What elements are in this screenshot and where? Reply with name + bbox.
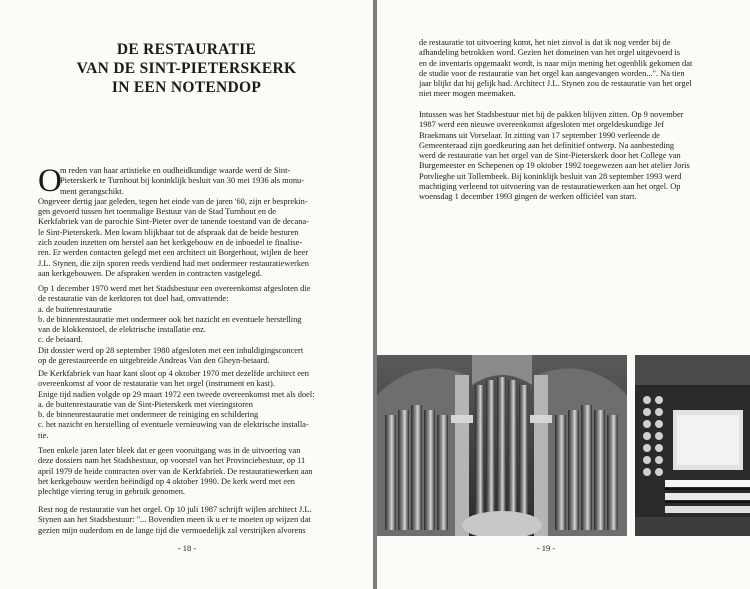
text-line: a. de buitenrestauratie — [38, 304, 112, 314]
text-line: tie. — [38, 430, 49, 440]
text-line: J.L. Stynen, die zijn sporen reeds verdiend had met ondermeer restauratiewerken — [38, 258, 309, 268]
text-line: Enige tijd nadien volgde op 29 maart 1972 een tweede overeenkomst met als doel: — [38, 389, 315, 399]
text-line: Kerkfabriek van de parochie Sint-Pieter over de tanende toestand van de decana- — [38, 217, 309, 227]
paragraph-city-council — [419, 110, 719, 203]
text-line: werd de restauratie van het orgel van de Sint-Pieterskerk door het College van — [419, 151, 681, 161]
text-line: Dit dossier werd op 28 september 1980 afgesloten met een inhuldigingsconcert — [38, 345, 304, 355]
text-line: afhandeling betrokken word. Gezien het domeinen van het orgel uitgevoerd is — [419, 48, 681, 58]
text-line: van de klokkenstoel, de elektrische installatie enz. — [38, 325, 206, 335]
text-line: gezien mijn ouderdom en de lange tijd die vermoedelijk zal verstrijken alvorens — [38, 525, 306, 535]
title-line: DE RESTAURATIE — [116, 41, 257, 58]
paragraph-intro — [38, 163, 338, 279]
text-line: Toen enkele jaren later bleek dat er geen vooruitgang was in de uitvoering van — [38, 446, 301, 455]
text-line: le Sint-Pieterskerk. Men kwam blijkbaar tot de afspraak dat de beide besturen — [38, 227, 299, 237]
organ-case-photo — [377, 355, 627, 536]
title-line: VAN DE SINT-PIETERSKERK — [76, 60, 297, 77]
text-line: machtiging verleend tot uitvoering van de restauratiewerken aan het orgel. Op — [419, 182, 681, 192]
text-line: de restauratie van de kerktoren tot doel had, omvattende: — [38, 294, 229, 304]
text-line: ren. Er werden contacten gelegd met een architect uit Borgerhout, wijlen de heer — [38, 248, 309, 258]
text-line: Ongeveer dertig jaar geleden, tegen het einde van de jaren '60, zijn er besprekin- — [38, 196, 308, 206]
text-line: de studie voor de restauratie van het orgel kan aangevangen worden...". Na tien — [419, 68, 685, 78]
text-line: Braekmans uit Vorselaar. In zitting van 17 september 1990 verleende de — [419, 130, 660, 140]
title-line: IN EEN NOTENDOP — [111, 79, 262, 96]
paragraph-church-fabric — [38, 369, 338, 441]
text-line: woensdag 1 december 1993 gingen de werken officiëel van start. — [419, 192, 637, 202]
text-line: Op 1 december 1970 werd met het Stadsbestuur een overeenkomst afgesloten die — [38, 284, 311, 293]
text-line: Rest nog de restauratie van het orgel. Op 10 juli 1987 schrijft wijlen architect J.L. — [38, 505, 312, 514]
text-line: april 1979 de beide contracten over van de Kerkfabriek. De restauratiewerken aan — [38, 466, 313, 476]
paragraph-organ — [38, 505, 338, 536]
text-line: b. de binnenrestauratie met ondermeer de reiniging en schildering — [38, 410, 259, 420]
text-line: 1987 werd een nieuwe overeenkomst afgesloten met orgeldeskundige Jef — [419, 120, 664, 130]
organ-console-photo — [635, 355, 750, 536]
text-line: Burgemeester en Schepenen op 19 oktober 1992 toegewezen aan het atelier Joris — [419, 161, 690, 171]
paragraph-takeover — [38, 446, 338, 497]
text-line: De Kerkfabriek van haar kant sloot op 4 oktober 1970 met dezelfde architect een — [38, 369, 309, 378]
text-line: het kerkgebouw werden beëindigd op 4 oktober 1990. De kerk werd met een — [38, 476, 295, 486]
text-line: overeenkomst af voor de restauratie van het orgel (instrument en kast). — [38, 379, 275, 389]
page-number: - 19 - — [536, 543, 556, 553]
text-line: niet meer mogen meemaken. — [419, 89, 516, 99]
page-number: - 18 - — [177, 543, 197, 553]
text-line: Potvlieghe uit Tollembeek. Bij koninklijk besluit van 28 september 1993 werd — [419, 171, 682, 181]
text-line: a. de buitenrestauratie van de Sint-Pieterskerk met vieringstoren — [38, 399, 253, 409]
text-line: Intussen was het Stadsbestuur niet bij de pakken blijven zitten. Op 9 november — [419, 110, 684, 119]
text-line: op de gerestaureerde en uitgebreide Andreas Van den Gheyn-beiaard. — [38, 356, 270, 366]
text-line: en de inventaris opgemaakt wordt, is naar mijn mening het ogenblik gekomen dat — [419, 58, 693, 68]
text-line: Pieterskerk te Turnhout bij koninklijk besluit van 30 mei 1936 als monu- — [60, 176, 305, 186]
text-line: aan kerkgebouwen. De afspraken werden in contracten vastgelegd. — [38, 268, 262, 278]
text-line: m reden van haar artistieke en oudheidkundige waarde werd de Sint- — [60, 166, 291, 175]
text-line: de restauratie tot uitvoering komt, het niet zinvol is dat ik nog verder bij de — [419, 38, 671, 47]
text-line: plechtige viering terug in gebruik genomen. — [38, 487, 185, 497]
text-line: deze dossiers nam het Stadsbestuur, op voorstel van het Provinciebestuur, op 11 — [38, 456, 306, 466]
left-page — [0, 0, 373, 589]
text-line: Gemeenteraad zijn goedkeuring aan het definitief ontwerp. Na aanbesteding — [419, 140, 675, 150]
article-title — [0, 40, 373, 97]
text-line: gen gevoerd tussen het toenmalige Bestuur van de Stad Turnhout en de — [38, 207, 276, 217]
paragraph-tower — [38, 284, 338, 366]
text-line: Stynen aan het Stadsbestuur: "... Bovendien meen ik u er te moeten op wijzen dat — [38, 515, 311, 525]
text-line: jaar blijkt dat hij gelijk had. Architect J.L. Stynen zou de restauratie van het orgel — [419, 79, 692, 89]
text-line: b. de binnenrestauratie met ondermeer ook het nazicht en eventuele herstelling — [38, 314, 302, 324]
paragraph-continuation — [419, 38, 719, 100]
text-line: c. de beiaard. — [38, 335, 83, 345]
text-line: zich zouden inzetten om herstel aan het kerkgebouw en de inboedel te finalise- — [38, 238, 303, 248]
drop-cap: O — [38, 163, 62, 199]
text-line: ment gerangschikt. — [60, 186, 124, 196]
text-line: c. het nazicht en herstelling of eventuele vernieuwing van de elektrische installa- — [38, 420, 309, 430]
right-page — [377, 0, 750, 589]
